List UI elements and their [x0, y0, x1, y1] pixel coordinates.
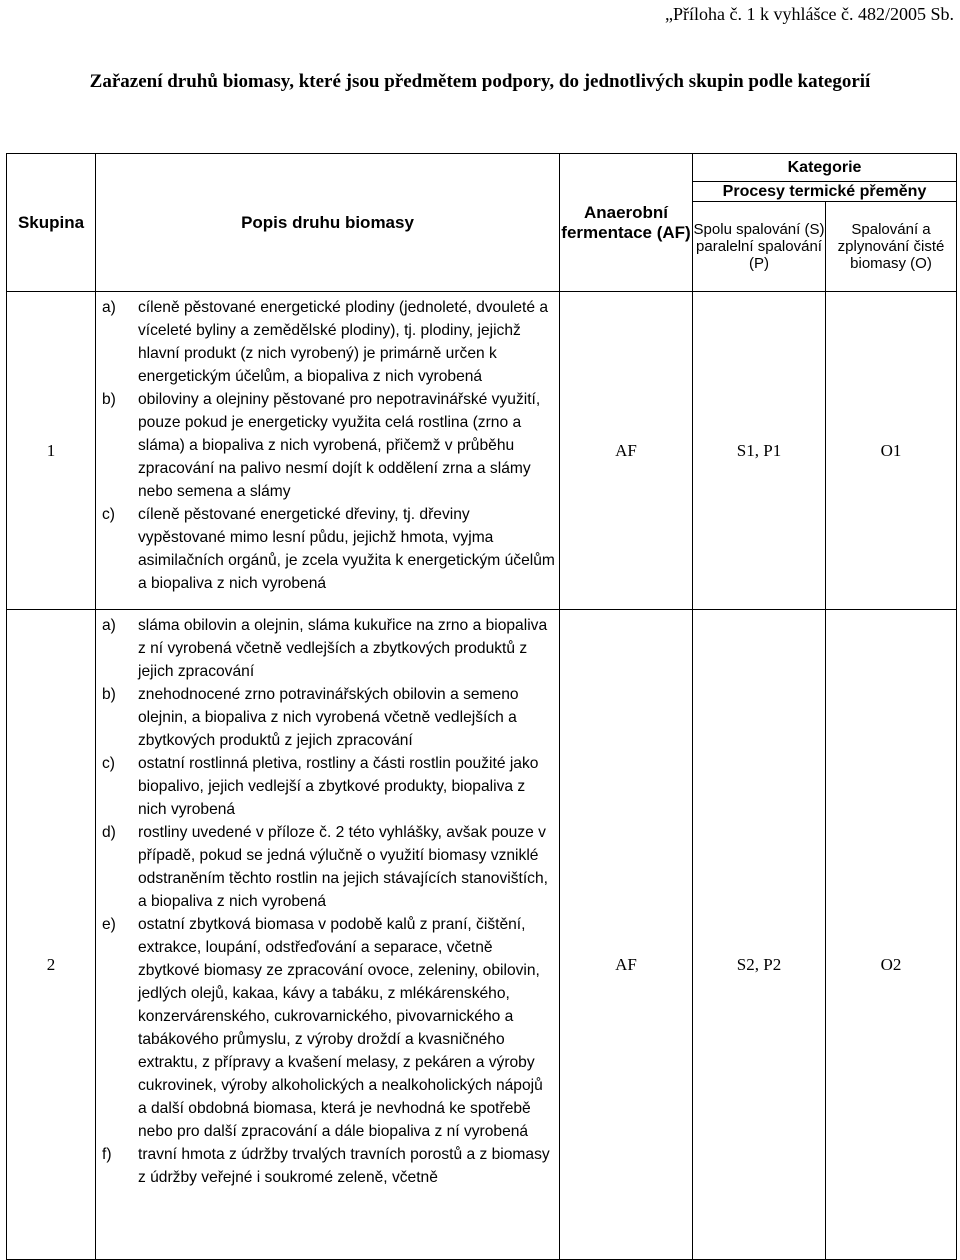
list-item — [102, 296, 555, 388]
item-label: e) — [102, 916, 116, 933]
item-text: cíleně pěstované energetické dřeviny, tj. dřeviny vypěstované mimo lesní půdu, jejichž hmota, vyjma asimilačních orgánů, je zcela využita k energetickým účelům a biopaliva z nich vyrobená — [138, 506, 555, 592]
header-kategorie: Kategorie — [693, 154, 957, 182]
item-label: b) — [102, 391, 116, 408]
item-text: travní hmota z údržby trvalých travních porostů a z biomasy z údržby veřejné i soukromé zeleně, včetně — [138, 1146, 550, 1186]
item-label: f) — [102, 1146, 112, 1163]
item-text: ostatní zbytková biomasa v podobě kalů z praní, čištění, extrakce, loupání, odstřeďování a separace, včetně zbytkové biomasy ze zpracování ovoce, zeleniny, obilovin, jedlých olejů, kakaa, kávy a tabáku, z mlékárenského, konzervárenského, cukrovarnického, pivovarnického a tabákového průmyslu, z výroby droždí a kvasničného extraktu, z přípravy a kvašení melasy, z pekáren a výroby cukrovinek, výroby alkoholických a nealkoholických nápojů a další obdobná biomasa, která je nevhodná ke spotřebě nebo pro další zpracování a dále biopaliva z ní vyrobená — [138, 916, 543, 1140]
document-title: Zařazení druhů biomasy, které jsou předmětem podpory, do jednotlivých skupin podle kategorií — [89, 71, 871, 92]
annex-reference: „Příloha č. 1 k vyhlášce č. 482/2005 Sb. — [665, 4, 954, 24]
header-spalovani: Spalování a zplynování čisté biomasy (O) — [826, 202, 957, 292]
o-value: O2 — [826, 610, 957, 1260]
sp-value: S1, P1 — [693, 292, 826, 610]
list-item — [102, 614, 555, 683]
af-value: AF — [560, 292, 693, 610]
header-af: Anaerobní fermentace (AF) — [560, 154, 693, 292]
item-label: a) — [102, 617, 116, 634]
header-popis: Popis druhu biomasy — [96, 154, 560, 292]
list-item — [102, 503, 555, 595]
item-label: b) — [102, 686, 116, 703]
header-spolu: Spolu spalování (S) paralelní spalování (P) — [693, 202, 826, 292]
list-item — [102, 752, 555, 821]
biomass-table — [6, 153, 957, 1260]
item-label: c) — [102, 755, 115, 772]
list-item — [102, 913, 555, 1143]
list-item — [102, 683, 555, 752]
group-number: 2 — [7, 610, 96, 1260]
list-item — [102, 821, 555, 913]
description-cell — [96, 292, 560, 610]
item-label: c) — [102, 506, 115, 523]
header-procesy: Procesy termické přeměny — [693, 182, 957, 202]
description-cell — [96, 610, 560, 1260]
list-item — [102, 388, 555, 503]
sp-value: S2, P2 — [693, 610, 826, 1260]
table-row-group-1 — [7, 292, 957, 610]
table-row-group-2 — [7, 610, 957, 1260]
af-value: AF — [560, 610, 693, 1260]
item-text: obiloviny a olejniny pěstované pro nepotravinářské využití, pouze pokud je energeticky využita celá rostlina (zrno a sláma) a biopaliva z nich vyrobená, přičemž v průběhu zpracování na palivo nesmí dojít k oddělení zrna a slámy nebo semena a slámy — [138, 391, 541, 500]
item-label: d) — [102, 824, 116, 841]
header-skupina: Skupina — [7, 154, 96, 292]
item-text: rostliny uvedené v příloze č. 2 této vyhlášky, avšak pouze v případě, pokud se jedná výlučně o využití biomasy vzniklé odstraněním těchto rostlin na jejich stávajících stanovištích, a biopaliva z nich vyrobená — [138, 824, 548, 910]
item-text: znehodnocené zrno potravinářských obilovin a semeno olejnin, a biopaliva z nich vyrobená včetně vedlejších a zbytkových produktů z jejich zpracování — [138, 686, 519, 749]
item-text: sláma obilovin a olejnin, sláma kukuřice na zrno a biopaliva z ní vyrobená včetně vedlejších a zbytkových produktů z jejich zpracování — [138, 617, 548, 680]
item-text: cíleně pěstované energetické plodiny (jednoleté, dvouleté a víceleté byliny a zemědělské plodiny), tj. plodiny, jejichž hlavní produkt (z nich vyrobený) je primárně určen k energetickým účelům, a biopaliva z nich vyrobená — [138, 299, 549, 385]
list-item — [102, 1143, 555, 1189]
group-number: 1 — [7, 292, 96, 610]
o-value: O1 — [826, 292, 957, 610]
item-label: a) — [102, 299, 116, 316]
item-text: ostatní rostlinná pletiva, rostliny a části rostlin použité jako biopalivo, jejich vedlejší a zbytkové produkty, biopaliva z nich vyrobená — [138, 755, 539, 818]
